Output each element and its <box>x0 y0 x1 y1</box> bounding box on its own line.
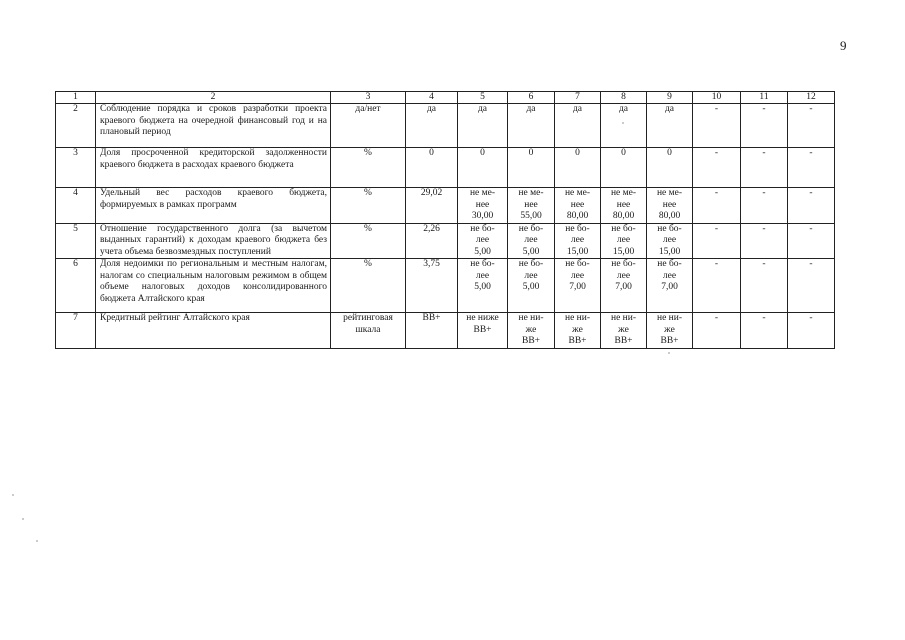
indicator-name-cell: Доля недоимки по региональным и местным налогам, налогам со специальным налоговым режимом в общем объеме налоговых доходов консолидированного бюджета Алтайского края <box>96 259 331 313</box>
indicator-table <box>55 91 835 349</box>
target-value-cell: 0 <box>458 148 508 188</box>
cell-line: же <box>664 324 675 335</box>
unit-cell: да/нет <box>331 104 406 148</box>
indicator-name-cell: Отношение государственного долга (за вычетом выданных гарантий) к доходам краевого бюджета без учета объема безвозмездных поступлений <box>96 223 331 259</box>
dash-cell: - <box>741 188 788 224</box>
unit-cell: % <box>331 223 406 259</box>
cell-line: 30,00 <box>471 211 494 221</box>
header-cell: 8 <box>601 92 647 104</box>
cell-line: BB+ <box>614 336 633 346</box>
dash-cell: - <box>788 259 835 313</box>
cell-line: же <box>525 324 537 335</box>
cell-line: 80,00 <box>658 211 681 221</box>
indicator-name-cell: Соблюдение порядка и сроков разработки проекта краевого бюджета на очередной финансовый год и на плановый период <box>96 104 331 148</box>
dash-cell: - <box>693 148 741 188</box>
target-value-cell: да <box>508 104 555 148</box>
target-value-cell <box>601 313 647 349</box>
cell-line: лее <box>524 235 538 245</box>
cell-line: не бо- <box>565 259 590 269</box>
base-value-cell: да <box>406 104 458 148</box>
base-value-cell: 2,26 <box>406 223 458 259</box>
cell-line: не ниже <box>466 313 499 323</box>
cell-line: не ме- <box>469 188 496 198</box>
header-cell: 10 <box>693 92 741 104</box>
cell-line: 7,00 <box>615 282 632 292</box>
row-number-cell: 5 <box>56 223 96 259</box>
cell-line: лее <box>616 270 631 281</box>
cell-line: нее <box>570 199 585 210</box>
cell-line: не ни- <box>656 313 682 323</box>
dash-cell: - <box>788 188 835 224</box>
cell-line: не бо- <box>470 223 495 234</box>
dash-cell: - <box>741 148 788 188</box>
target-value-cell <box>458 188 508 224</box>
cell-line: 7,00 <box>569 282 586 292</box>
header-cell: 3 <box>331 92 406 104</box>
cell-line: нее <box>524 199 538 210</box>
unit-cell: % <box>331 188 406 224</box>
cell-line: лее <box>570 235 585 245</box>
dash-cell: - <box>741 223 788 259</box>
dash-cell: - <box>693 104 741 148</box>
header-cell: 7 <box>555 92 601 104</box>
cell-line: лее <box>475 270 490 281</box>
cell-line: не бо- <box>470 259 495 269</box>
dash-cell: - <box>741 104 788 148</box>
dash-cell: - <box>788 313 835 349</box>
cell-line: BB+ <box>473 324 492 335</box>
cell-line: не ни- <box>610 313 636 323</box>
target-value-cell: да <box>601 104 647 148</box>
header-cell: 11 <box>741 92 788 104</box>
cell-line: не бо- <box>518 223 544 234</box>
target-value-cell <box>508 223 555 259</box>
cell-line: же <box>618 324 629 335</box>
table-row <box>56 104 835 148</box>
dash-cell: - <box>741 313 788 349</box>
cell-line: лее <box>524 270 538 281</box>
cell-line: лее <box>475 235 490 245</box>
target-value-cell: да <box>458 104 508 148</box>
cell-line: 55,00 <box>520 211 542 221</box>
table-row <box>56 223 835 259</box>
dash-cell: - <box>693 259 741 313</box>
target-value-cell <box>601 259 647 313</box>
cell-line: не ме- <box>518 188 544 198</box>
target-value-cell <box>508 313 555 349</box>
scan-speck <box>622 122 624 124</box>
table-row <box>56 259 835 313</box>
cell-line: нее <box>616 199 631 210</box>
target-value-cell <box>647 223 693 259</box>
cell-line: лее <box>662 270 677 281</box>
base-value-cell: 3,75 <box>406 259 458 313</box>
header-cell: 9 <box>647 92 693 104</box>
cell-line: 15,00 <box>566 246 589 257</box>
base-value-cell: BB+ <box>406 313 458 349</box>
cell-line: не бо- <box>657 223 682 234</box>
target-value-cell <box>647 188 693 224</box>
row-number-cell: 2 <box>56 104 96 148</box>
dash-cell: - <box>693 188 741 224</box>
target-value-cell <box>555 223 601 259</box>
cell-line: 5,00 <box>474 282 491 292</box>
indicator-name-cell: Удельный вес расходов краевого бюджета, формируемых в рамках программ <box>96 188 331 224</box>
unit-cell: % <box>331 259 406 313</box>
cell-line: рейтинговая <box>343 313 393 323</box>
row-number-cell: 6 <box>56 259 96 313</box>
cell-line: шкала <box>355 324 381 335</box>
base-value-cell: 0 <box>406 148 458 188</box>
header-cell: 4 <box>406 92 458 104</box>
cell-line: не бо- <box>611 259 636 269</box>
target-value-cell: да <box>647 104 693 148</box>
cell-line: 5,00 <box>522 246 540 257</box>
target-value-cell: 0 <box>647 148 693 188</box>
cell-line: не бо- <box>657 259 682 269</box>
target-value-cell: 0 <box>601 148 647 188</box>
cell-line: 80,00 <box>566 211 589 221</box>
cell-line: лее <box>570 270 585 281</box>
cell-line: лее <box>616 235 631 245</box>
cell-line: BB+ <box>521 336 541 346</box>
base-value-cell: 29,02 <box>406 188 458 224</box>
cell-line: не ни- <box>518 313 544 323</box>
cell-line: не бо- <box>518 259 544 269</box>
dash-cell: - <box>788 223 835 259</box>
indicator-name-cell: Доля просроченной кредиторской задолженности краевого бюджета в расходах краевого бюджета <box>96 148 331 188</box>
scan-speck <box>12 494 14 496</box>
target-value-cell: 0 <box>508 148 555 188</box>
row-number-cell: 3 <box>56 148 96 188</box>
header-cell: 6 <box>508 92 555 104</box>
target-value-cell <box>555 188 601 224</box>
scan-speck <box>36 540 38 542</box>
header-cell: 1 <box>56 92 96 104</box>
target-value-cell <box>601 223 647 259</box>
cell-line: не ме- <box>610 188 637 198</box>
target-value-cell <box>555 259 601 313</box>
dash-cell: - <box>788 148 835 188</box>
cell-line: не ме- <box>564 188 591 198</box>
header-cell: 5 <box>458 92 508 104</box>
cell-line: 80,00 <box>612 211 635 221</box>
cell-line: нее <box>475 199 490 210</box>
dash-cell: - <box>693 223 741 259</box>
target-value-cell: да <box>555 104 601 148</box>
cell-line: 5,00 <box>522 282 540 292</box>
target-value-cell <box>508 259 555 313</box>
header-row <box>56 92 835 104</box>
cell-line: не ни- <box>564 313 590 323</box>
unit-cell: % <box>331 148 406 188</box>
target-value-cell <box>508 188 555 224</box>
row-number-cell: 7 <box>56 313 96 349</box>
cell-line: лее <box>662 235 677 245</box>
dash-cell: - <box>788 104 835 148</box>
target-value-cell <box>647 259 693 313</box>
cell-line: 7,00 <box>661 282 678 292</box>
unit-cell <box>331 313 406 349</box>
table-row <box>56 188 835 224</box>
cell-line: же <box>572 324 583 335</box>
header-cell: 2 <box>96 92 331 104</box>
dash-cell: - <box>693 313 741 349</box>
target-value-cell: 0 <box>555 148 601 188</box>
target-value-cell <box>458 313 508 349</box>
page-number: 9 <box>840 38 847 53</box>
scan-speck <box>668 352 670 354</box>
cell-line: BB+ <box>568 336 587 346</box>
dash-cell: - <box>741 259 788 313</box>
target-value-cell <box>601 188 647 224</box>
cell-line: 15,00 <box>612 246 635 257</box>
cell-line: BB+ <box>660 336 679 346</box>
target-value-cell <box>458 259 508 313</box>
cell-line: 5,00 <box>474 246 491 257</box>
target-value-cell <box>647 313 693 349</box>
cell-line: 15,00 <box>658 246 681 257</box>
indicator-name-cell: Кредитный рейтинг Алтайского края <box>96 313 331 349</box>
scan-speck <box>22 518 24 520</box>
target-value-cell <box>458 223 508 259</box>
cell-line: не ме- <box>656 188 683 198</box>
cell-line: не бо- <box>565 223 590 234</box>
table-row <box>56 148 835 188</box>
row-number-cell: 4 <box>56 188 96 224</box>
cell-line: не бо- <box>611 223 636 234</box>
table-row <box>56 313 835 349</box>
target-value-cell <box>555 313 601 349</box>
cell-line: нее <box>662 199 677 210</box>
header-cell: 12 <box>788 92 835 104</box>
